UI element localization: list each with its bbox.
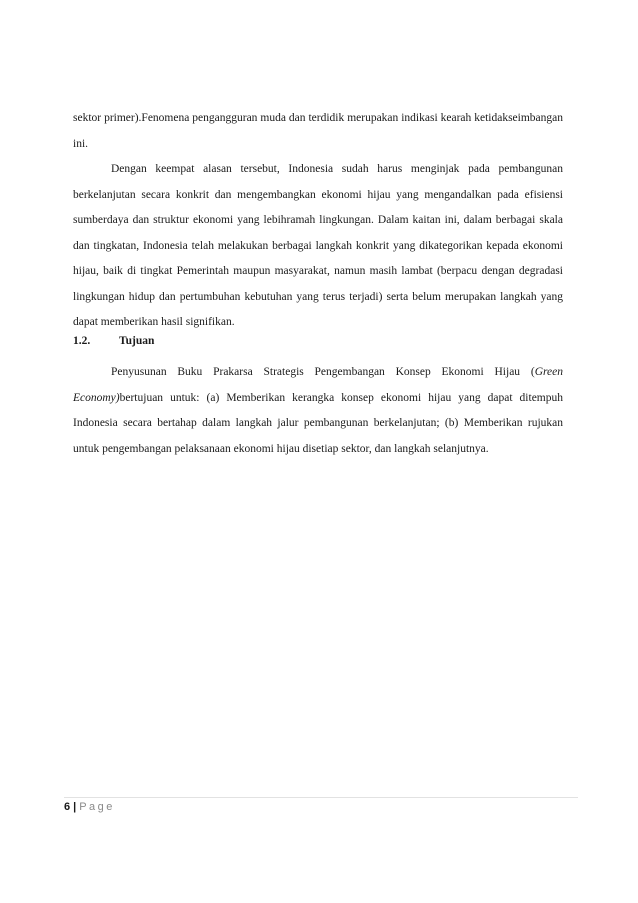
- page-footer: [64, 801, 115, 813]
- paragraph-alasan: Dengan keempat alasan tersebut, Indonesia sudah harus menginjak pada pembangunan berkelanjutan secara konkrit dan mengembangkan ekonomi hijau yang mengandalkan pada efisiensi sumberdaya dan struktur ekonomi yang lebihramah lingkungan. Dalam kaitan ini, dalam berbagai skala dan tingkatan, Indonesia telah melakukan berbagai langkah konkrit yang dikategorikan kepada ekonomi hijau, baik di tingkat Pemerintah maupun masyarakat, namun masih lambat (berpacu dengan degradasi lingkungan hidup dan pertumbuhan kebutuhan yang terus terjadi) serta belum merupakan langkah yang dapat memberikan hasil signifikan.: [73, 163, 563, 328]
- page-number: 6: [64, 801, 71, 813]
- paragraph-continuation: sektor primer).Fenomena pengangguran muda dan terdidik merupakan indikasi kearah ketidakseimbangan ini.: [73, 112, 563, 150]
- page-label: Page: [79, 801, 115, 813]
- section-heading: [73, 329, 563, 355]
- paragraph-tujuan: [73, 360, 563, 462]
- tujuan-text-start: Penyusunan Buku Prakarsa Strategis Pengembangan Konsep Ekonomi Hijau (: [111, 366, 535, 378]
- section-number: 1.2.: [73, 335, 91, 347]
- footer-divider: [64, 797, 578, 798]
- body-text-top: [73, 106, 563, 336]
- section-title: Tujuan: [119, 335, 155, 347]
- tujuan-italic-term: Green Economy): [73, 366, 563, 404]
- tujuan-text-rest: bertujuan untuk: (a) Memberikan kerangka konsep ekonomi hijau yang dapat ditempuh Indonesia secara bertahap dalam langkah jalur pembangunan berkelanjutan; (b) Memberikan rujukan untuk pengembangan pelaksanaan ekonomi hijau disetiap sektor, dan langkah selanjutnya.: [73, 391, 563, 455]
- footer-separator: |: [73, 801, 77, 813]
- body-text-tujuan: [73, 360, 563, 462]
